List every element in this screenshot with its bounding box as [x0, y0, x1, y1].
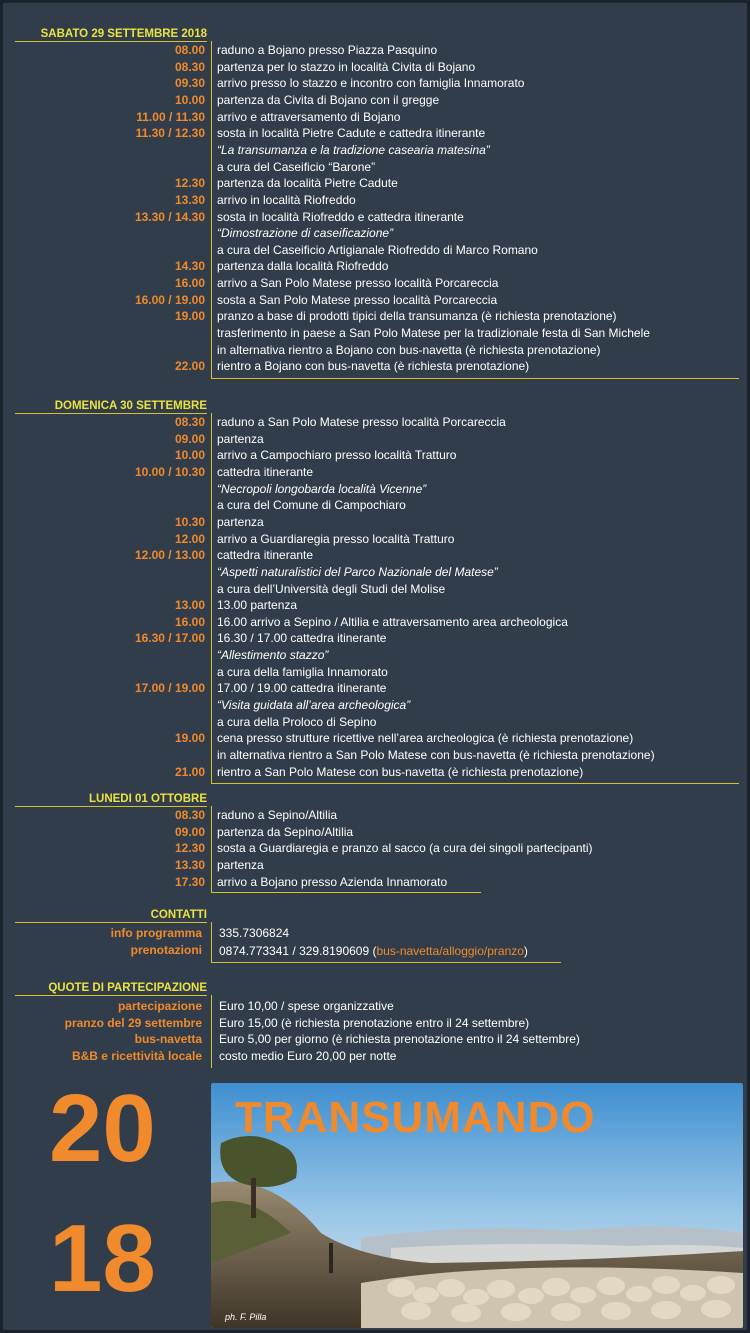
schedule-row: [3, 747, 750, 764]
schedule-row: [3, 581, 750, 598]
schedule-activity: sosta in località Pietre Cadute e cattedra itinerante: [217, 126, 486, 141]
schedule-activity: a cura dell’Università degli Studi del Molise: [217, 581, 446, 596]
schedule-row: [3, 514, 750, 531]
schedule-time: 22.00: [174, 359, 205, 374]
day1-title: SABATO 29 SETTEMBRE 2018: [40, 28, 207, 40]
info-program-phone[interactable]: 335.7306824: [219, 926, 290, 940]
schedule-activity: rientro a Bojano con bus-navetta (è richiesta prenotazione): [217, 359, 530, 374]
schedule-activity: arrivo in località Riofreddo: [217, 192, 356, 207]
schedule-time: 17.00 / 19.00: [134, 681, 205, 696]
day3-bottom-rule: [211, 892, 481, 893]
schedule-time: 16.30 / 17.00: [134, 631, 205, 646]
schedule-row: [3, 292, 750, 309]
schedule-row: [3, 647, 750, 664]
schedule-row: [3, 547, 750, 564]
schedule-row: [3, 125, 750, 142]
schedule-activity: a cura del Caseificio “Barone”: [217, 159, 376, 174]
schedule-row: [3, 209, 750, 226]
contacts-header: [15, 908, 207, 923]
schedule-time: 19.00: [174, 731, 205, 746]
year-top-digits: 20: [49, 1075, 156, 1182]
fees-divider: [211, 995, 212, 1068]
day3-title: LUNEDI 01 OTTOBRE: [89, 793, 207, 805]
schedule-activity: “La transumanza e la tradizione casearia matesina”: [217, 142, 490, 157]
fee-value: costo medio Euro 20,00 per notte: [219, 1048, 397, 1063]
schedule-time: 12.30: [174, 841, 205, 856]
schedule-activity: partenza da Civita di Bojano con il gregge: [217, 92, 440, 107]
schedule-activity: partenza dalla località Riofreddo: [217, 259, 389, 274]
schedule-time: 13.00: [174, 598, 205, 613]
schedule-activity: “Necropoli longobarda località Vicenne”: [217, 481, 427, 496]
schedule-row: [3, 764, 750, 781]
schedule-activity: “Dimostrazione di caseificazione”: [217, 226, 394, 241]
schedule-activity: a cura del Caseificio Artigianale Riofreddo di Marco Romano: [217, 242, 538, 257]
schedule-activity: arrivo presso lo stazzo e incontro con famiglia Innamorato: [217, 76, 525, 91]
schedule-time: 10.00: [174, 448, 205, 463]
schedule-time: 09.00: [174, 824, 205, 839]
flock-photo: [211, 1083, 743, 1328]
schedule-activity: “Allestimento stazzo”: [217, 648, 329, 663]
bookings-phone-numbers: 0874.773341 / 329.8190609 (: [219, 944, 377, 958]
schedule-row: [3, 192, 750, 209]
bookings-phones[interactable]: [219, 943, 528, 959]
schedule-time: 16.00: [174, 614, 205, 629]
schedule-activity: 17.00 / 19.00 cattedra itinerante: [217, 681, 387, 696]
schedule-time: 11.30 / 12.30: [135, 126, 205, 141]
schedule-row: [3, 431, 750, 448]
schedule-row: [3, 275, 750, 292]
schedule-row: [3, 159, 750, 176]
schedule-row: [3, 840, 750, 857]
schedule-row: [3, 680, 750, 697]
schedule-row: [3, 824, 750, 841]
schedule-row: [3, 730, 750, 747]
schedule-row: [3, 258, 750, 275]
schedule-activity: in alternativa rientro a San Polo Matese con bus-navetta (è richiesta prenotazione): [217, 748, 655, 762]
year-bottom-digits: 18: [49, 1205, 156, 1312]
schedule-activity: 16.00 arrivo a Sepino / Altilia e attraversamento area archeologica: [217, 614, 568, 629]
day2-header: [15, 399, 207, 414]
schedule-row: [3, 614, 750, 631]
schedule-time: 08.30: [174, 415, 205, 429]
day1-bottom-rule: [211, 378, 739, 379]
schedule-row: [3, 175, 750, 192]
schedule-time: 12.00: [174, 531, 205, 546]
contacts-title: CONTATTI: [150, 909, 207, 921]
schedule-activity: trasferimento in paese a San Polo Matese per la tradizionale festa di San Michele: [217, 326, 650, 341]
contacts-divider: [211, 922, 212, 962]
schedule-activity: raduno a Bojano presso Piazza Pasquino: [217, 43, 438, 57]
schedule-row: [3, 42, 750, 59]
fee-value: Euro 15,00 (è richiesta prenotazione entro il 24 settembre): [219, 1015, 530, 1030]
schedule-activity: in alternativa rientro a Bojano con bus-navetta (è richiesta prenotazione): [217, 342, 601, 357]
schedule-activity: partenza da località Pietre Cadute: [217, 176, 398, 191]
bookings-label: prenotazioni: [130, 943, 202, 957]
schedule-activity: sosta a San Polo Matese presso località Porcareccia: [217, 292, 498, 307]
schedule-activity: 16.30 / 17.00 cattedra itinerante: [217, 631, 387, 646]
schedule-activity: pranzo a base di prodotti tipici della transumanza (è richiesta prenotazione): [217, 309, 617, 324]
day1-header: [15, 27, 207, 42]
schedule-row: [3, 531, 750, 548]
schedule-row: [3, 714, 750, 731]
schedule-time: 08.00: [174, 43, 205, 57]
schedule-row: [3, 497, 750, 514]
schedule-time: 16.00: [174, 276, 205, 291]
schedule-activity: arrivo a Campochiaro presso località Tratturo: [217, 448, 457, 463]
schedule-time: 10.30: [174, 514, 205, 529]
schedule-row: [3, 342, 750, 359]
schedule-row: [3, 142, 750, 159]
fee-value: Euro 5,00 per giorno (è richiesta prenotazione entro il 24 settembre): [219, 1032, 580, 1046]
schedule-activity: cattedra itinerante: [217, 548, 314, 563]
schedule-row: [3, 464, 750, 481]
photo-title: TRANSUMANDO: [235, 1093, 596, 1142]
schedule-activity: “Aspetti naturalistici del Parco Nazionale del Matese”: [217, 564, 498, 579]
fee-label: partecipazione: [117, 999, 202, 1013]
schedule-row: [3, 325, 750, 342]
schedule-row: [3, 242, 750, 259]
fee-value: Euro 10,00 / spese organizzative: [219, 999, 394, 1013]
schedule-activity: partenza per lo stazzo in località Civita di Bojano: [217, 59, 476, 74]
schedule-time: 12.30: [174, 176, 205, 191]
day3-header: [15, 792, 207, 807]
schedule-activity: partenza: [217, 431, 264, 446]
schedule-activity: arrivo a Guardiaregia presso località Tratturo: [217, 531, 455, 546]
schedule-activity: arrivo a Bojano presso Azienda Innamorato: [217, 874, 448, 889]
fee-label: pranzo del 29 settembre: [64, 1015, 202, 1030]
day2-bottom-rule: [211, 783, 739, 784]
schedule-row: [3, 630, 750, 647]
schedule-time: 13.30: [174, 192, 205, 207]
schedule-time: 16.00 / 19.00: [134, 292, 205, 307]
info-program-label: info programma: [110, 926, 202, 940]
fee-label: B&B e ricettività locale: [71, 1048, 202, 1063]
schedule-activity: “Visita guidata all’area archeologica”: [217, 698, 411, 713]
fees-header: [15, 981, 207, 996]
schedule-time: 14.30: [174, 259, 205, 274]
schedule-time: 13.30 / 14.30: [134, 209, 205, 224]
schedule-row: [3, 92, 750, 109]
schedule-time: 09.00: [174, 431, 205, 446]
schedule-row: [3, 447, 750, 464]
schedule-row: [3, 75, 750, 92]
bookings-paren: ): [523, 944, 528, 958]
schedule-time: 19.00: [174, 309, 205, 324]
schedule-activity: rientro a San Polo Matese con bus-navetta (è richiesta prenotazione): [217, 764, 584, 779]
fees-title: QUOTE DI PARTECIPAZIONE: [48, 982, 207, 994]
photo-credit: ph. F. Pilla: [225, 1312, 267, 1322]
schedule-time: 10.00 / 10.30: [134, 464, 205, 479]
schedule-row: [3, 308, 750, 325]
schedule-row: [3, 697, 750, 714]
schedule-row: [3, 664, 750, 681]
schedule-time: 13.30: [174, 857, 205, 872]
schedule-row: [3, 225, 750, 242]
schedule-time: 11.00 / 11.30: [136, 109, 205, 124]
schedule-activity: a cura della Proloco di Sepino: [217, 714, 377, 729]
schedule-row: [3, 59, 750, 76]
schedule-row: [3, 564, 750, 581]
day2-title: DOMENICA 30 SETTEMBRE: [54, 400, 207, 412]
schedule-time: 08.30: [174, 808, 205, 822]
schedule-activity: sosta a Guardiaregia e pranzo al sacco (a cura dei singoli partecipanti): [217, 841, 593, 856]
schedule-row: [3, 857, 750, 874]
schedule-row: [3, 481, 750, 498]
schedule-activity: a cura della famiglia Innamorato: [217, 664, 388, 679]
schedule-row: [3, 874, 750, 891]
schedule-activity: 13.00 partenza: [217, 598, 298, 613]
schedule-row: [3, 807, 750, 824]
schedule-time: 21.00: [174, 764, 205, 779]
schedule-time: 09.30: [174, 76, 205, 91]
schedule-activity: cattedra itinerante: [217, 464, 314, 479]
fee-label: bus-navetta: [134, 1032, 202, 1046]
schedule-activity: partenza: [217, 514, 264, 529]
schedule-activity: partenza da Sepino/Altilia: [217, 824, 354, 839]
schedule-activity: a cura del Comune di Campochiaro: [217, 498, 406, 513]
schedule-time: 12.00 / 13.00: [134, 548, 205, 563]
schedule-activity: raduno a Sepino/Altilia: [217, 808, 338, 822]
schedule-time: 08.30: [174, 59, 205, 74]
schedule-row: [3, 414, 750, 431]
schedule-activity: raduno a San Polo Matese presso località Porcareccia: [217, 415, 506, 429]
bookings-services: bus-navetta/alloggio/pranzo: [376, 944, 524, 958]
schedule-time: 10.00: [174, 92, 205, 107]
schedule-activity: sosta in località Riofreddo e cattedra itinerante: [217, 209, 464, 224]
schedule-time: 17.30: [174, 874, 205, 889]
schedule-activity: arrivo e attraversamento di Bojano: [217, 109, 401, 124]
schedule-activity: cena presso strutture ricettive nell’area archeologica (è richiesta prenotazione): [217, 731, 634, 746]
schedule-activity: partenza: [217, 857, 264, 872]
schedule-row: [3, 597, 750, 614]
contacts-bottom-rule: [211, 962, 561, 963]
schedule-activity: arrivo a San Polo Matese presso località Porcareccia: [217, 276, 499, 291]
schedule-row: [3, 109, 750, 126]
schedule-row: [3, 358, 750, 375]
